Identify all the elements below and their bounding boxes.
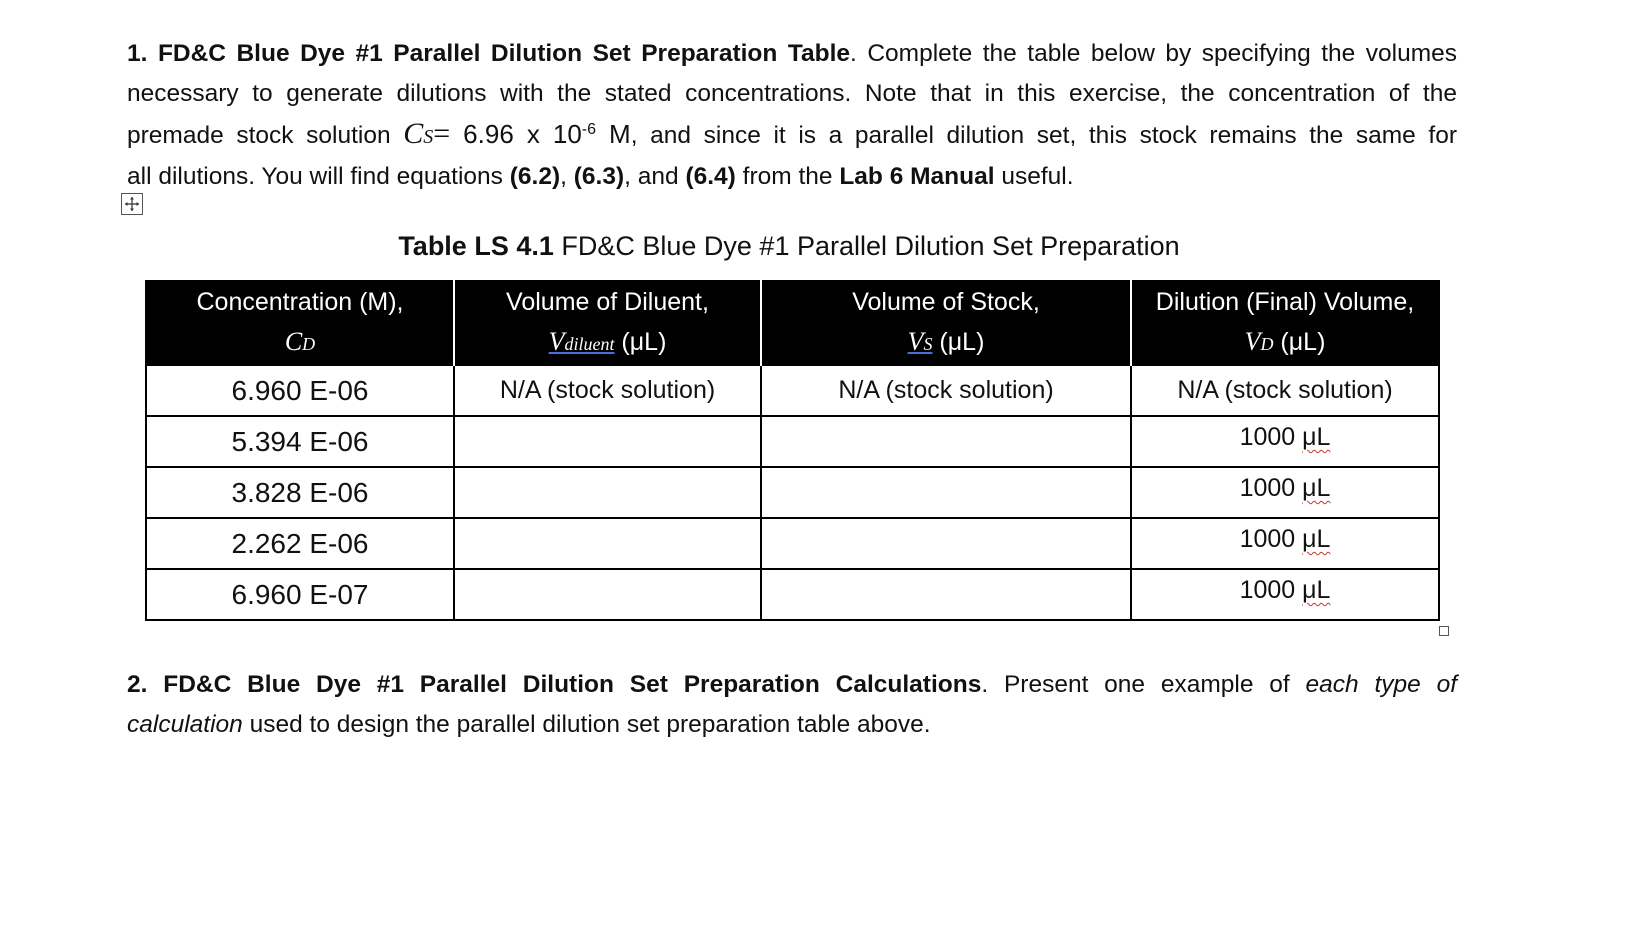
diluent-volume-cell[interactable] <box>454 416 761 467</box>
stock-volume-cell[interactable] <box>761 518 1131 569</box>
header-concentration <box>146 281 454 365</box>
diluent-volume-cell: N/A (stock solution) <box>454 365 761 416</box>
table-row <box>146 518 1439 569</box>
table-move-handle-icon[interactable] <box>121 193 143 215</box>
header-stock-unit: (μL) <box>932 328 985 356</box>
question-2-line-1 <box>127 665 1457 705</box>
final-volume-value: 1000 <box>1239 474 1303 502</box>
final-volume-value: 1000 <box>1239 423 1303 451</box>
question-1-text-a: . Complete the table below by specifying the volumes <box>850 40 1457 67</box>
header-concentration-subscript: D <box>302 334 316 354</box>
final-volume-cell <box>1131 416 1439 467</box>
separator-1: , <box>560 163 574 190</box>
header-diluent-unit: (μL) <box>614 328 667 356</box>
question-2-emphasis: each type of <box>1305 671 1457 698</box>
final-volume-value: N/A (stock solution) <box>1177 376 1393 404</box>
final-volume-value: 1000 <box>1239 525 1303 553</box>
question-1-paragraph <box>127 34 1457 197</box>
header-diluent-symbol: V <box>548 327 565 356</box>
stock-concentration-unit: M <box>596 119 631 149</box>
table-row <box>146 569 1439 620</box>
final-volume-cell <box>1131 365 1439 416</box>
header-final-symbol: V <box>1244 327 1261 356</box>
question-1-line-4 <box>127 157 1457 197</box>
concentration-cell: 6.960 E-07 <box>146 569 454 620</box>
final-volume-unit: μL <box>1302 423 1331 451</box>
separator-2: , and <box>624 163 686 190</box>
diluent-volume-cell[interactable] <box>454 467 761 518</box>
question-2-emphasis-2: calculation <box>127 711 243 738</box>
lab-manual-reference: Lab 6 Manual <box>839 163 995 190</box>
table-resize-handle-icon[interactable] <box>1439 626 1449 636</box>
header-stock-subscript: S <box>923 334 933 354</box>
stock-concentration-subscript: S <box>423 126 434 148</box>
table-row <box>146 467 1439 518</box>
concentration-cell: 3.828 E-06 <box>146 467 454 518</box>
question-1-text-c-post: , and since it is a parallel dilution set, this stock remains the same for <box>630 122 1457 149</box>
stock-concentration-exponent: -6 <box>581 120 597 138</box>
question-2-line-2 <box>127 705 1457 745</box>
question-1-line-1 <box>127 34 1457 74</box>
stock-concentration-symbol: C <box>403 117 424 150</box>
equals-sign: = <box>433 117 451 150</box>
equation-ref-3: (6.4) <box>685 163 736 190</box>
table-row <box>146 416 1439 467</box>
question-1-line-3 <box>127 114 1457 157</box>
question-1-title: FD&C Blue Dye #1 Parallel Dilution Set Preparation Table <box>157 40 851 67</box>
header-final-label: Dilution (Final) Volume, <box>1155 288 1415 316</box>
table-caption <box>0 226 1578 266</box>
equation-ref-2: (6.3) <box>573 163 625 190</box>
final-volume-cell <box>1131 467 1439 518</box>
header-concentration-label: Concentration (M), <box>196 288 404 316</box>
stock-volume-cell: N/A (stock solution) <box>761 365 1131 416</box>
final-volume-unit: μL <box>1302 525 1331 553</box>
header-diluent-label: Volume of Diluent, <box>506 288 709 316</box>
stock-concentration-value: 6.96 x 10 <box>450 119 582 149</box>
header-final-unit: (μL) <box>1273 328 1326 356</box>
question-2-text-a: . Present one example of <box>981 671 1306 698</box>
header-stock-volume <box>761 281 1131 365</box>
header-diluent-subscript: diluent <box>564 334 615 354</box>
table-caption-title: FD&C Blue Dye #1 Parallel Dilution Set Preparation <box>553 231 1180 261</box>
final-volume-cell <box>1131 518 1439 569</box>
question-2-text-b: used to design the parallel dilution set preparation table above. <box>242 711 931 738</box>
diluent-volume-cell[interactable] <box>454 569 761 620</box>
stock-volume-cell[interactable] <box>761 569 1131 620</box>
header-final-subscript: D <box>1260 334 1274 354</box>
move-arrows-icon <box>124 196 140 212</box>
header-stock-label: Volume of Stock, <box>852 288 1040 316</box>
final-volume-cell <box>1131 569 1439 620</box>
concentration-cell: 5.394 E-06 <box>146 416 454 467</box>
question-1-text-c-pre: premade stock solution <box>127 122 404 149</box>
question-1-text-d-end: useful. <box>994 163 1074 190</box>
diluent-volume-cell[interactable] <box>454 518 761 569</box>
question-1-text-d-pre: all dilutions. You will find equations <box>127 163 510 190</box>
stock-volume-cell[interactable] <box>761 416 1131 467</box>
question-1-text-b: necessary to generate dilutions with the stated concentrations. Note that in this exercise, the concentration of the <box>127 80 1457 107</box>
question-2-number: 2. <box>127 671 148 698</box>
table-row <box>146 365 1439 416</box>
concentration-cell: 6.960 E-06 <box>146 365 454 416</box>
table-header-row <box>146 281 1439 365</box>
question-2-title: FD&C Blue Dye #1 Parallel Dilution Set Preparation Calculations <box>163 671 982 698</box>
question-2-paragraph <box>127 665 1457 745</box>
question-1-text-d-mid: from the <box>735 163 840 190</box>
header-concentration-symbol: C <box>284 327 303 356</box>
question-1-line-2 <box>127 74 1457 114</box>
table-caption-label: Table LS 4.1 <box>398 231 554 261</box>
header-stock-symbol: V <box>907 327 924 356</box>
concentration-cell: 2.262 E-06 <box>146 518 454 569</box>
header-final-volume <box>1131 281 1439 365</box>
header-diluent-volume <box>454 281 761 365</box>
equation-ref-1: (6.2) <box>509 163 561 190</box>
question-1-number: 1. <box>127 40 148 67</box>
dilution-table <box>145 280 1440 621</box>
stock-volume-cell[interactable] <box>761 467 1131 518</box>
final-volume-unit: μL <box>1302 576 1331 604</box>
final-volume-unit: μL <box>1302 474 1331 502</box>
final-volume-value: 1000 <box>1239 576 1303 604</box>
